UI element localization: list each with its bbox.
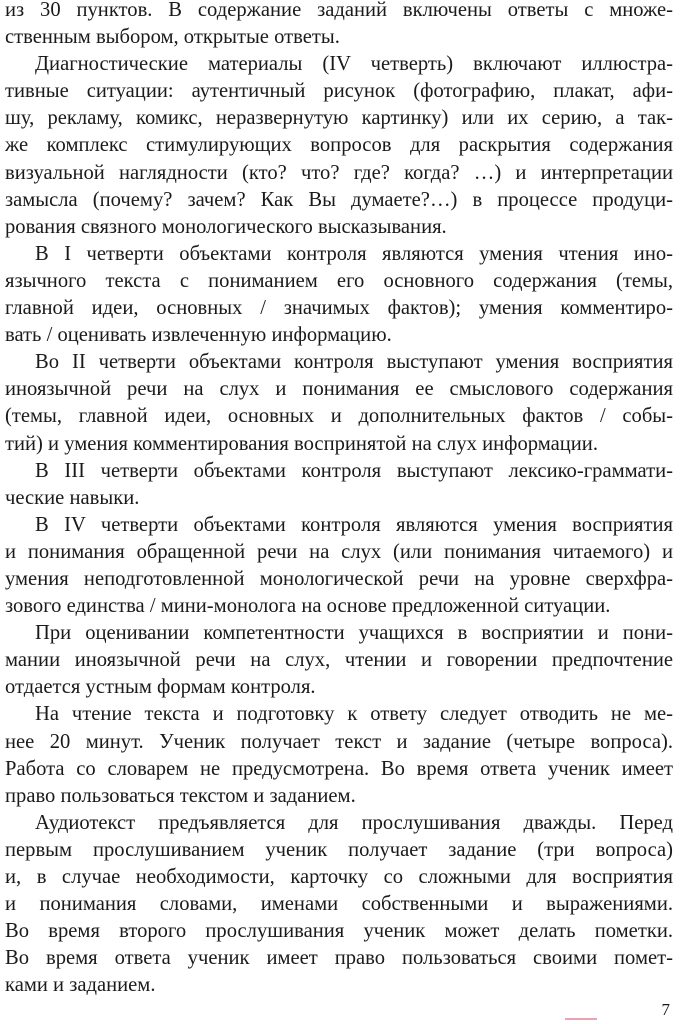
text-line: же комплекс стимулирующих вопросов для раскрытия содержания	[5, 134, 673, 157]
scan-mark	[565, 1018, 597, 1020]
text-line: умения неподготовленной монологической речи на уровне сверхфра-	[5, 567, 673, 590]
text-line: ческие навыки.	[5, 486, 140, 509]
text-line: тий) и умения комментирования воспринятой на слух информации.	[5, 432, 598, 455]
text-line: Работа со словарем не предусмотрена. Во время ответа ученик имеет	[5, 757, 673, 780]
text-line: зового единства / мини-монолога на основе предложенной ситуации.	[5, 595, 611, 618]
text-line: главной идеи, основных / значимых фактов); умения комментиро-	[5, 297, 673, 320]
text-line: (темы, главной идеи, основных и дополнительных фактов / собы-	[5, 405, 673, 428]
paragraph	[5, 620, 673, 701]
text-line: визуальной наглядности (кто? что? где? когда? …) и интерпретации	[5, 161, 673, 184]
text-line: язычного текста с пониманием его основного содержания (темы,	[5, 269, 673, 292]
text-line: В III четверти объектами контроля выступают лексико-граммати-	[35, 459, 673, 482]
text-line: и, в случае необходимости, карточку со сложными для восприятия	[5, 866, 673, 888]
text-line: ками и заданием.	[5, 974, 156, 997]
paragraph	[5, 701, 673, 809]
text-line: На чтение текста и подготовку к ответу следует отводить не ме-	[35, 703, 673, 726]
text-line: и понимания обращенной речи на слух (или понимания читаемого) и	[5, 540, 673, 563]
text-line: При оценивании компетентности учащихся в восприятии и пони-	[35, 622, 673, 645]
text-line: В I четверти объектами контроля являются умения чтения ино-	[35, 242, 673, 265]
text-line: ственным выбором, открытые ответы.	[5, 26, 340, 49]
paragraph	[5, 51, 673, 241]
text-line: отдается устным формам контроля.	[5, 676, 316, 699]
text-line: Во время ответа ученик имеет право пользоваться своими помет-	[5, 947, 673, 970]
document-body	[5, 0, 673, 999]
text-line: из 30 пунктов. В содержание заданий включены ответы с множе-	[5, 0, 673, 21]
page-number: 7	[661, 1000, 670, 1019]
text-line: нее 20 минут. Ученик получает текст и задание (четыре вопроса).	[5, 730, 673, 753]
text-line: мании иноязычной речи на слух, чтении и говорении предпочтение	[5, 649, 673, 672]
text-line: иноязычной речи на слух и понимания ее смыслового содержания	[5, 378, 673, 401]
text-line: право пользоваться текстом и заданием.	[5, 784, 356, 807]
text-line: Во время второго прослушивания ученик может делать пометки.	[5, 920, 673, 943]
text-line: Диагностические материалы (IV четверть) включают иллюстра-	[35, 53, 673, 76]
text-line: Аудиотекст предъявляется для прослушивания дважды. Перед	[35, 811, 673, 834]
paragraph	[5, 512, 673, 620]
paragraph	[5, 0, 673, 51]
text-line: первым прослушиванием ученик получает задание (три вопроса)	[5, 838, 673, 861]
paragraph	[5, 458, 673, 512]
paragraph	[5, 349, 673, 457]
text-line: тивные ситуации: аутентичный рисунок (фотографию, плакат, афи-	[5, 80, 673, 103]
text-line: рования связного монологического высказывания.	[5, 215, 447, 238]
paragraph	[5, 241, 673, 349]
text-line: вать / оценивать извлеченную информацию.	[5, 324, 392, 347]
text-line: В IV четверти объектами контроля являются умения восприятия	[35, 513, 673, 536]
text-line: шу, рекламу, комикс, неразвернутую картинку) или их серию, а так-	[5, 107, 673, 130]
text-line: Во II четверти объектами контроля выступают умения восприятия	[35, 351, 673, 374]
text-line: замысла (почему? зачем? Как Вы думаете?…) в процессе продуци-	[5, 188, 673, 211]
text-line: и понимания словами, именами собственными и выражениями.	[5, 893, 673, 916]
paragraph	[5, 810, 673, 1000]
